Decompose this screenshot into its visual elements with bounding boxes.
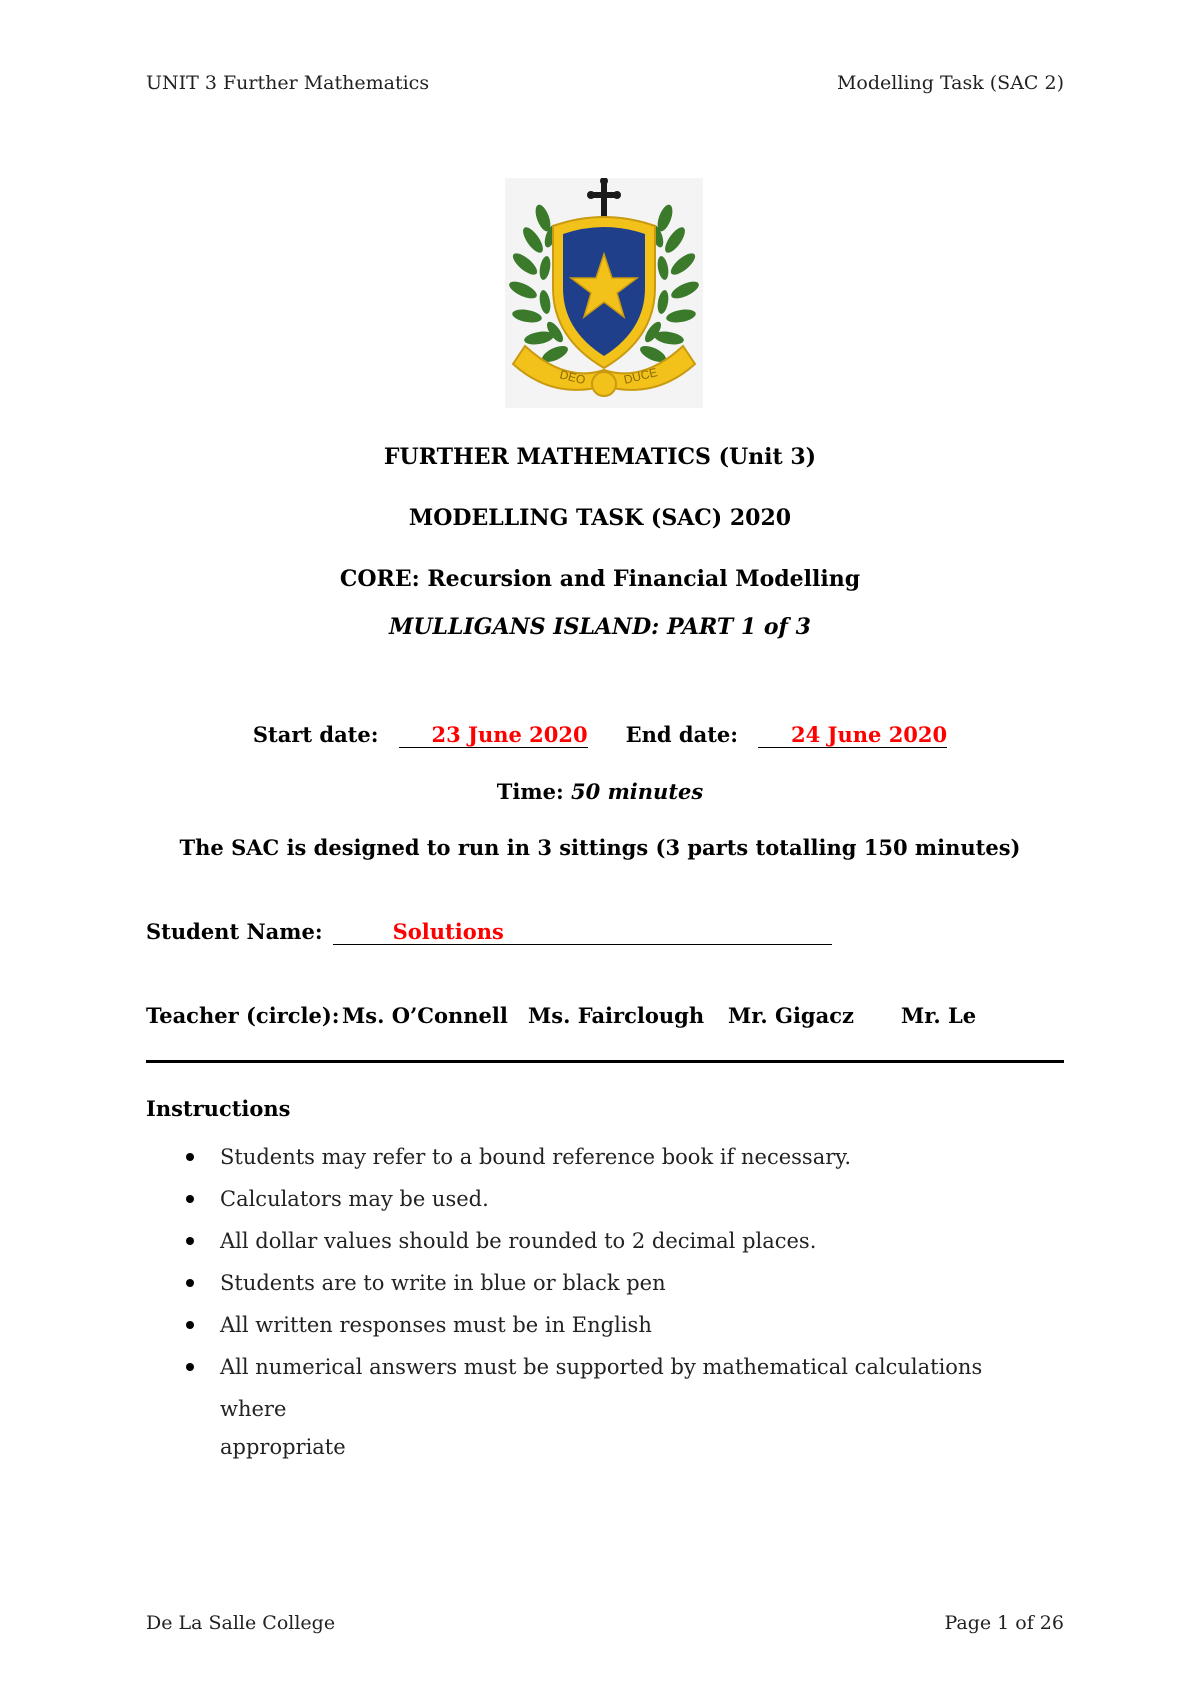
task-title: MODELLING TASK (SAC) 2020: [408, 505, 792, 531]
page-header: [146, 72, 1064, 94]
start-date-value: 23 June 2020: [431, 722, 588, 747]
page-footer: [146, 1612, 1064, 1634]
list-item: Students are to write in blue or black pen: [146, 1262, 1006, 1304]
subject-title: FURTHER MATHEMATICS (Unit 3): [383, 444, 817, 470]
end-date-label: End date:: [625, 722, 739, 747]
part-title: MULLIGANS ISLAND: PART 1 of 3: [389, 614, 811, 640]
page-number: Page 1 of 26: [944, 1612, 1064, 1634]
time-label: Time:: [496, 779, 564, 804]
list-item: All dollar values should be rounded to 2 decimal places.: [146, 1220, 1006, 1262]
header-right: Modelling Task (SAC 2): [836, 72, 1064, 94]
sac-note: The SAC is designed to run in 3 sittings (3 parts totalling 150 minutes): [179, 835, 1021, 860]
student-name-value: Solutions: [392, 919, 504, 944]
crest-graphic: [505, 178, 703, 408]
teacher-option: Mr. Le: [901, 1003, 977, 1028]
svg-text:DUCE: DUCE: [622, 365, 659, 387]
start-date-group: [253, 722, 588, 748]
header-left: UNIT 3 Further Mathematics: [146, 72, 430, 94]
list-item: Students may refer to a bound reference book if necessary.: [146, 1136, 1006, 1178]
list-item-continuation: appropriate: [220, 1435, 346, 1459]
teacher-option: Ms. O’Connell: [342, 1003, 508, 1028]
instructions-heading: Instructions: [146, 1096, 291, 1121]
list-item: All written responses must be in English: [146, 1304, 1006, 1346]
end-date-field: [758, 722, 947, 748]
section-divider: [146, 1060, 1064, 1063]
end-date-group: [626, 722, 948, 748]
start-date-label: Start date:: [252, 722, 379, 747]
instructions-list: [146, 1136, 1006, 1468]
teacher-option: Mr. Gigacz: [728, 1003, 854, 1028]
teacher-option: Ms. Fairclough: [528, 1003, 705, 1028]
footer-left: De La Salle College: [146, 1612, 336, 1634]
start-date-field: [399, 722, 588, 748]
core-topic-title: CORE: Recursion and Financial Modelling: [339, 566, 861, 592]
end-date-value: 24 June 2020: [791, 722, 948, 747]
teacher-label: Teacher (circle):: [146, 1003, 340, 1028]
student-name-field: [333, 919, 832, 945]
student-name-row: [146, 919, 832, 945]
svg-text:DEO: DEO: [558, 367, 587, 388]
list-item: All numerical answers must be supported by mathematical calculations where: [146, 1346, 1006, 1430]
student-name-label: Student Name:: [146, 919, 323, 944]
ribbon-bow: [592, 372, 616, 396]
list-item: Calculators may be used.: [146, 1178, 1006, 1220]
dates-row: [0, 722, 1200, 748]
school-crest-logo: [505, 178, 703, 408]
time-line: [0, 779, 1200, 804]
time-value: 50 minutes: [571, 779, 704, 804]
